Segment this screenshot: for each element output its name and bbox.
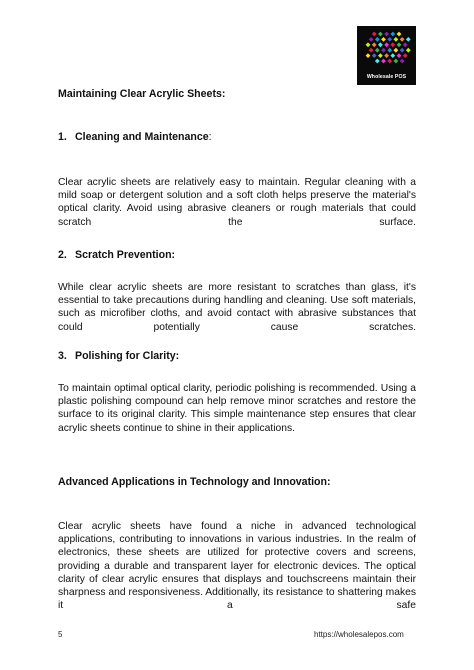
logo-tile [400, 37, 405, 42]
section-1-paragraph: Clear acrylic sheets are relatively easy to maintain. Regular cleaning with a mild soap or detergent solution and a soft cloth helps preserve the material's optical clarity. Avoid using abrasive cleaners or rough materials that could scratch the surface. [58, 177, 416, 228]
section-1-title: Cleaning and Maintenance [75, 131, 209, 143]
logo-tile [378, 42, 383, 47]
logo-tile [375, 48, 380, 53]
document-title: Maintaining Clear Acrylic Sheets: [58, 88, 226, 100]
logo-tile [394, 59, 399, 64]
section-1-heading [58, 131, 212, 143]
logo-tile [390, 53, 395, 58]
logo-tile [378, 32, 383, 37]
advanced-applications-paragraph: Clear acrylic sheets have found a niche in advanced technological applications, contributing to innovations in various industries. In the realm of electronics, these sheets are utilized for protective covers and screens, providing a durable and transparent layer for electronic devices. The optical clarity of clear acrylic ensures that displays and touchscreens maintain their sharpness and responsiveness. Additionally, its resistance to shattering makes it a safe [58, 521, 416, 612]
logo-tile [403, 42, 408, 47]
section-2-paragraph: While clear acrylic sheets are more resistant to scratches than glass, it's essential to take precautions during handling and cleaning. Use soft materials, such as microfiber cloths, and avoid contact with abrasive substances that could potentially cause scratches. [58, 282, 416, 333]
logo-tile [378, 53, 383, 58]
logo-tile [381, 48, 386, 53]
section-3-title: Polishing for Clarity: [75, 350, 180, 362]
logo-tile [375, 59, 380, 64]
logo-tile [384, 42, 389, 47]
logo-tile [390, 42, 395, 47]
section-3-paragraph: To maintain optimal optical clarity, periodic polishing is recommended. Using a plastic polishing compound can help remove minor scratches and restore the surface to its original clarity. This simple maintenance step ensures that clear acrylic sheets continue to shine in their applications. [58, 383, 416, 434]
logo-tile [384, 53, 389, 58]
logo-tile [397, 32, 402, 37]
logo-tile [366, 42, 371, 47]
logo-tile [390, 32, 395, 37]
page-number: 5 [58, 630, 63, 639]
logo-tile [403, 53, 408, 58]
logo-tile [394, 37, 399, 42]
logo-tile [400, 48, 405, 53]
section-1-number: 1. [58, 131, 67, 143]
section-2-heading [58, 249, 175, 261]
section-2-number: 2. [58, 249, 67, 261]
logo-tile [394, 48, 399, 53]
section-2-title: Scratch Prevention: [75, 249, 176, 261]
logo-tile [387, 48, 392, 53]
logo-tile [372, 42, 377, 47]
section-3-heading [58, 350, 179, 362]
section-1-title-suffix: : [208, 131, 212, 143]
footer-url: https://wholesalepos.com [314, 630, 404, 639]
logo-tile [406, 48, 411, 53]
logo-text: Wholesale POS [366, 74, 407, 80]
logo-tile [369, 48, 374, 53]
logo-tile [366, 53, 371, 58]
logo-tile [381, 37, 386, 42]
logo-tile [375, 37, 380, 42]
logo-tile [397, 42, 402, 47]
wholesale-pos-logo [357, 26, 416, 85]
logo-tile [372, 32, 377, 37]
section-3-number: 3. [58, 350, 67, 362]
logo-tile [381, 59, 386, 64]
logo-tile [369, 37, 374, 42]
logo-tile [372, 53, 377, 58]
logo-tile [387, 37, 392, 42]
logo-tile [387, 59, 392, 64]
logo-tile [406, 37, 411, 42]
logo-tile [400, 59, 405, 64]
advanced-applications-heading: Advanced Applications in Technology and Innovation: [58, 476, 331, 488]
logo-tile [384, 32, 389, 37]
logo-tile [397, 53, 402, 58]
